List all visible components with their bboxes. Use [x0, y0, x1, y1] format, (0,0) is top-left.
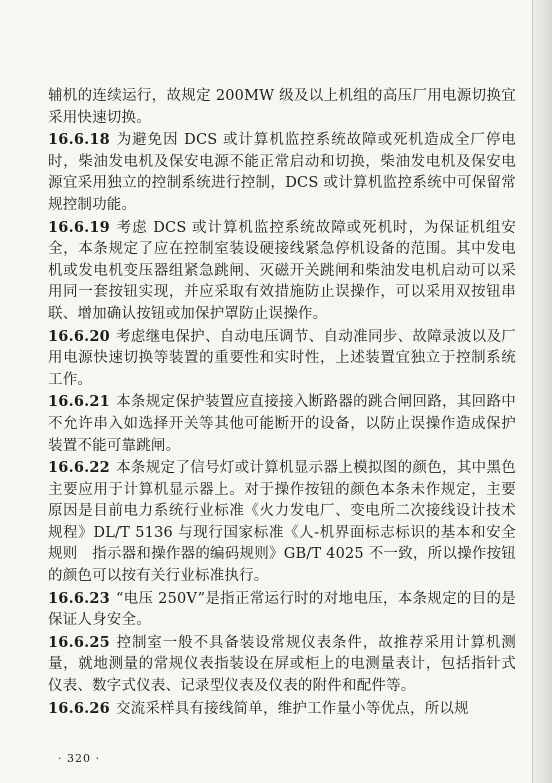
clause-number: 16.6.22 [48, 459, 110, 477]
clause-16-6-26 [48, 698, 516, 721]
page-number: · 320 · [58, 752, 100, 765]
clause-number: 16.6.23 [48, 589, 110, 607]
clause-number: 16.6.19 [48, 218, 110, 236]
page-edge [532, 0, 552, 783]
clause-text: 本条规定了信号灯或计算机显示器上模拟图的颜色，其中黑色主要应用于计算机显示器上。对于操作按钮的颜色本条未作规定，主要原因是目前电力系统行业标准《火力发电厂、变电所二次接线设计技术规程》DL/T 5136 与现行国家标准《人-机界面标志标识的基本和安全规则 指示器和操作器的编码规则》GB/T 4025 不一致，所以操作按钮的颜色可以按有关行业标准执行。 [48, 460, 516, 585]
clause-16-6-25 [48, 632, 516, 698]
clause-text: 考虑继电保护、自动电压调节、自动准同步、故障录波以及厂用电源快速切换等装置的重要性和实时性，上述装置宜独立于控制系统工作。 [48, 328, 516, 388]
body-text [48, 86, 516, 720]
clause-text: 控制室一般不具备装设常规仪表条件，故推荐采用计算机测量，就地测量的常规仪表指装设在屏或柜上的电测量表计，包括指针式仪表、数字式仪表、记录型仪表及仪表的附件和配件等。 [48, 634, 516, 695]
clause-text: 为避免因 DCS 或计算机监控系统故障或死机造成全厂停电时，柴油发电机及保安电源不能正常启动和切换，柴油发电机及保安电源宜采用独立的控制系统进行控制，DCS 或计算机监控系统中可保留常规控制功能。 [48, 132, 516, 213]
clause-number: 16.6.21 [48, 393, 110, 411]
clause-16-6-23 [48, 588, 516, 632]
clause-16-6-19 [48, 217, 516, 326]
clause-number: 16.6.26 [48, 699, 110, 717]
paragraph-text: 辅机的连续运行，故规定 200MW 级及以上机组的高压厂用电源切换宜采用快速切换。 [48, 88, 516, 126]
clause-text: 交流采样具有接线简单，维护工作量小等优点，所以规 [115, 700, 469, 717]
clause-number: 16.6.20 [48, 327, 110, 345]
clause-number: 16.6.18 [48, 131, 110, 149]
clause-text: 本条规定保护装置应直接接入断路器的跳合闸回路，其回路中不允许串入如选择开关等其他可能断开的设备，以防止误操作造成保护装置不能可靠跳闸。 [48, 394, 516, 454]
clause-16-6-22 [48, 457, 516, 588]
clause-16-6-20 [48, 326, 516, 392]
clause-number: 16.6.25 [48, 633, 110, 651]
clause-text: “电压 250V”是指正常运行时的对地电压，本条规定的目的是保证人身安全。 [48, 590, 516, 629]
clause-text: 考虑 DCS 或计算机监控系统故障或死机时，为保证机组安全，本条规定了应在控制室装设硬接线紧急停机设备的范围。其中发电机或发电机变压器组紧急跳闸、灭磁开关跳闸和柴油发电机启动可以采用同一套按钮实现，并应采取有效措施防止误操作，可以采用双按钮串联、增加确认按钮或加保护罩防止误操作。 [48, 219, 516, 322]
clause-16-6-21 [48, 391, 516, 457]
paragraph [48, 86, 516, 129]
clause-16-6-18 [48, 129, 516, 216]
